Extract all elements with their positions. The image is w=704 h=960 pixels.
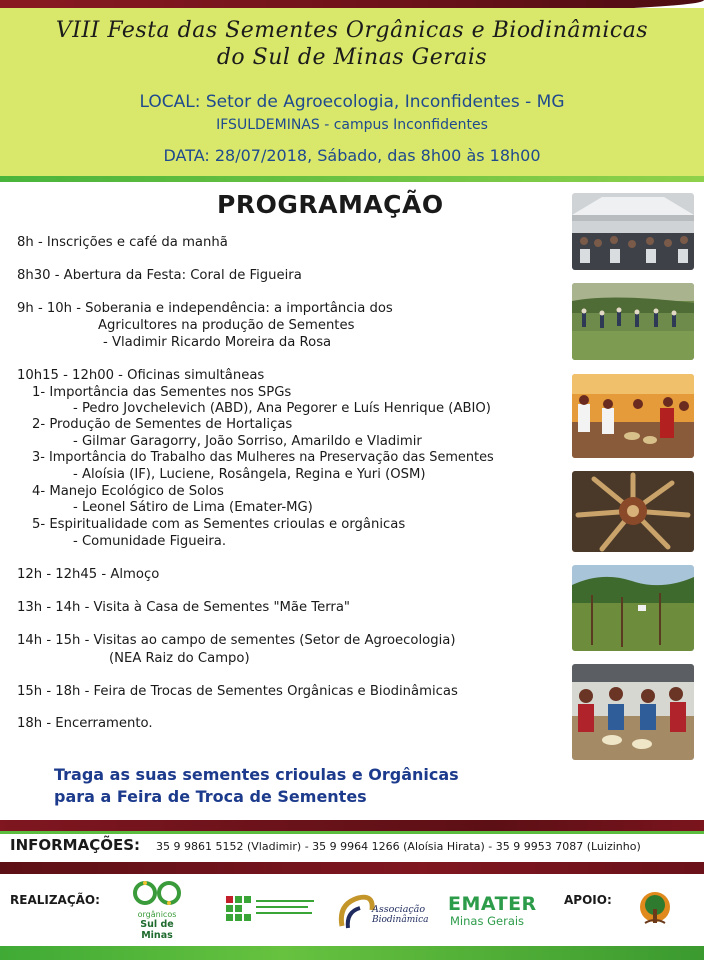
program-line: 8h - Inscrições e café da manhã — [17, 235, 228, 250]
program-line: - Gilmar Garagorry, João Sorriso, Amarildo e Vladimir — [73, 434, 422, 449]
organicos-logo-line1: orgânicos — [137, 910, 177, 919]
program-line: 12h - 12h45 - Almoço — [17, 567, 160, 582]
if-grid-icon — [226, 896, 318, 926]
program-line: - Comunidade Figueira. — [73, 534, 227, 549]
associacao-logo-line2: Biodinâmica — [372, 915, 429, 925]
emater-logo-line2: Minas Gerais — [450, 914, 525, 928]
program-line: 18h - Encerramento. — [17, 716, 153, 731]
event-title-line1: VIII Festa das Sementes Orgânicas e Biodinâmicas — [55, 18, 649, 43]
realizacao-label: REALIZAÇÃO: — [10, 893, 100, 907]
associacao-biodinamica-logo — [336, 890, 428, 932]
bottom-green-band — [0, 946, 704, 960]
program-line: 15h - 18h - Feira de Trocas de Sementes Orgânicas e Biodinâmicas — [17, 684, 458, 699]
associacao-logo-line1: Associação — [372, 904, 426, 915]
info-label: INFORMAÇÕES: — [10, 836, 141, 854]
program-line: - Vladimir Ricardo Moreira da Rosa — [103, 335, 332, 350]
photo-seed-field — [572, 565, 694, 651]
event-title-line2: do Sul de Minas Gerais — [216, 45, 488, 70]
contact-phones: 35 9 9861 5152 (Vladimir) - 35 9 9964 1266 (Aloísia Hirata) - 35 9 9953 7087 (Luizinho) — [156, 840, 641, 853]
emater-logo-line1: EMATER — [448, 893, 537, 915]
program-line: - Pedro Jovchelevich (ABD), Ana Pegorer e Luís Henrique (ABIO) — [73, 401, 491, 416]
program-line: 14h - 15h - Visitas ao campo de sementes (Setor de Agroecologia) — [17, 633, 456, 648]
footer-red-band-lower — [0, 862, 704, 874]
program-line: 13h - 14h - Visita à Casa de Sementes "Mãe Terra" — [17, 600, 350, 615]
emater-minas-gerais-logo — [448, 894, 544, 934]
program-heading: PROGRAMAÇÃO — [217, 190, 444, 219]
photo-seeds-mandala — [572, 471, 694, 552]
event-campus: IFSULDEMINAS - campus Inconfidentes — [216, 117, 488, 133]
program-line: 1- Importância das Sementes nos SPGs — [32, 385, 292, 400]
photo-tent-audience — [572, 193, 694, 270]
tree-icon — [637, 891, 673, 929]
spiral-icon — [336, 890, 376, 932]
program-line: - Aloísia (IF), Luciene, Rosângela, Regina e Yuri (OSM) — [73, 467, 426, 482]
program-line: 5- Espiritualidade com as Sementes crioulas e orgânicas — [32, 517, 406, 532]
call-to-action-line1: Traga as suas sementes crioulas e Orgânicas — [54, 765, 459, 784]
apoio-label: APOIO: — [564, 893, 612, 907]
event-location: LOCAL: Setor de Agroecologia, Inconfidentes - MG — [139, 92, 565, 112]
header-green-stripe — [0, 176, 704, 182]
support-tree-logo — [637, 891, 673, 929]
program-line: 4- Manejo Ecológico de Solos — [32, 484, 224, 499]
program-line: Agricultores na produção de Sementes — [98, 318, 355, 333]
program-line: 8h30 - Abertura da Festa: Coral de Figueira — [17, 268, 302, 283]
photo-field-visit — [572, 283, 694, 360]
call-to-action-line2: para a Feira de Troca de Sementes — [54, 787, 367, 806]
photo-seed-exchange — [572, 664, 694, 760]
program-line: 2- Produção de Sementes de Hortaliças — [32, 417, 293, 432]
photo-seed-fair-stall — [572, 374, 694, 458]
program-line: 3- Importância do Trabalho das Mulheres na Preservação das Sementes — [32, 450, 494, 465]
program-line: 10h15 - 12h00 - Oficinas simultâneas — [17, 368, 265, 383]
program-line: - Leonel Sátiro de Lima (Emater-MG) — [73, 500, 313, 515]
instituto-federal-logo — [226, 896, 318, 926]
program-line: 9h - 10h - Soberania e independência: a importância dos — [17, 301, 393, 316]
organicos-logo-line2: Sul de Minas — [140, 919, 174, 941]
organicos-sul-de-minas-logo — [124, 880, 190, 940]
program-line: (NEA Raiz do Campo) — [109, 651, 250, 666]
footer-green-line — [0, 831, 704, 834]
seed-loop-icon — [130, 880, 184, 906]
event-date: DATA: 28/07/2018, Sábado, das 8h00 às 18h00 — [163, 146, 541, 165]
